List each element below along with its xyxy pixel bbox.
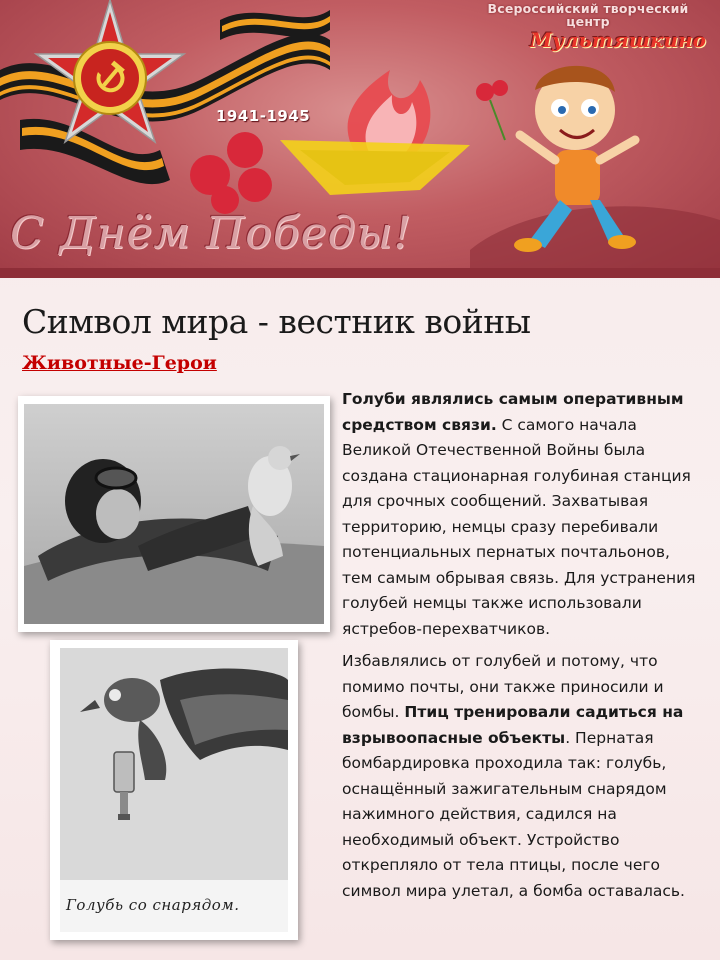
page-subtitle: Животные-Герои: [22, 352, 217, 374]
paragraph-2-highlight: Птиц тренировали садиться на взрывоопасные объекты: [342, 703, 684, 747]
pilot-with-pigeon-photo: [18, 396, 330, 632]
eternal-flame-icon: [280, 70, 470, 195]
studio-logo: Мультяшкино: [529, 28, 706, 52]
paragraph-1-lead: Голуби являлись самым оперативным средством связи.: [342, 390, 684, 434]
victory-day-greeting: С Днём Победы!: [10, 208, 413, 259]
article-body: [342, 387, 704, 904]
war-years: 1941-1945: [216, 107, 311, 125]
paragraph-2: [342, 649, 704, 904]
page-title: Символ мира - вестник войны: [22, 302, 531, 341]
paragraph-2-text-a: Избавлялись от голубей и потому, что помимо почты, они также приносили и бомбы.: [342, 652, 664, 721]
st-george-ribbon-icon: [0, 10, 330, 184]
header-banner: [0, 0, 720, 278]
pilot-photo-image: [18, 396, 330, 632]
paragraph-2-text-b: . Пернатая бомбардировка проходила так: голубь, оснащённый зажигательным снарядом нажимного действия, садился на необходимый объект. Устройство открепляло от тела птицы, после чего символ мира улетал, а бомба оставалась.: [342, 728, 685, 900]
center-name: Всероссийский творческий центр: [487, 1, 689, 29]
pigeon-photo-image: [50, 640, 298, 940]
photo-caption: Голубь со снарядом.: [66, 896, 240, 914]
paragraph-1-text: С самого начала Великой Отечественной Войны была создана стационарная голубиная станция для срочных сообщений. Захватывая территорию, немцы сразу перебивали потенциальных пернатых почтальонов, тем самым обрывая связь. Для устранения голубей немцы также использовали ястребов-перехватчиков.: [342, 415, 696, 638]
cartoon-girl-icon: [470, 66, 720, 278]
pigeon-with-bomb-photo: [50, 640, 298, 940]
paragraph-1: [342, 387, 704, 642]
